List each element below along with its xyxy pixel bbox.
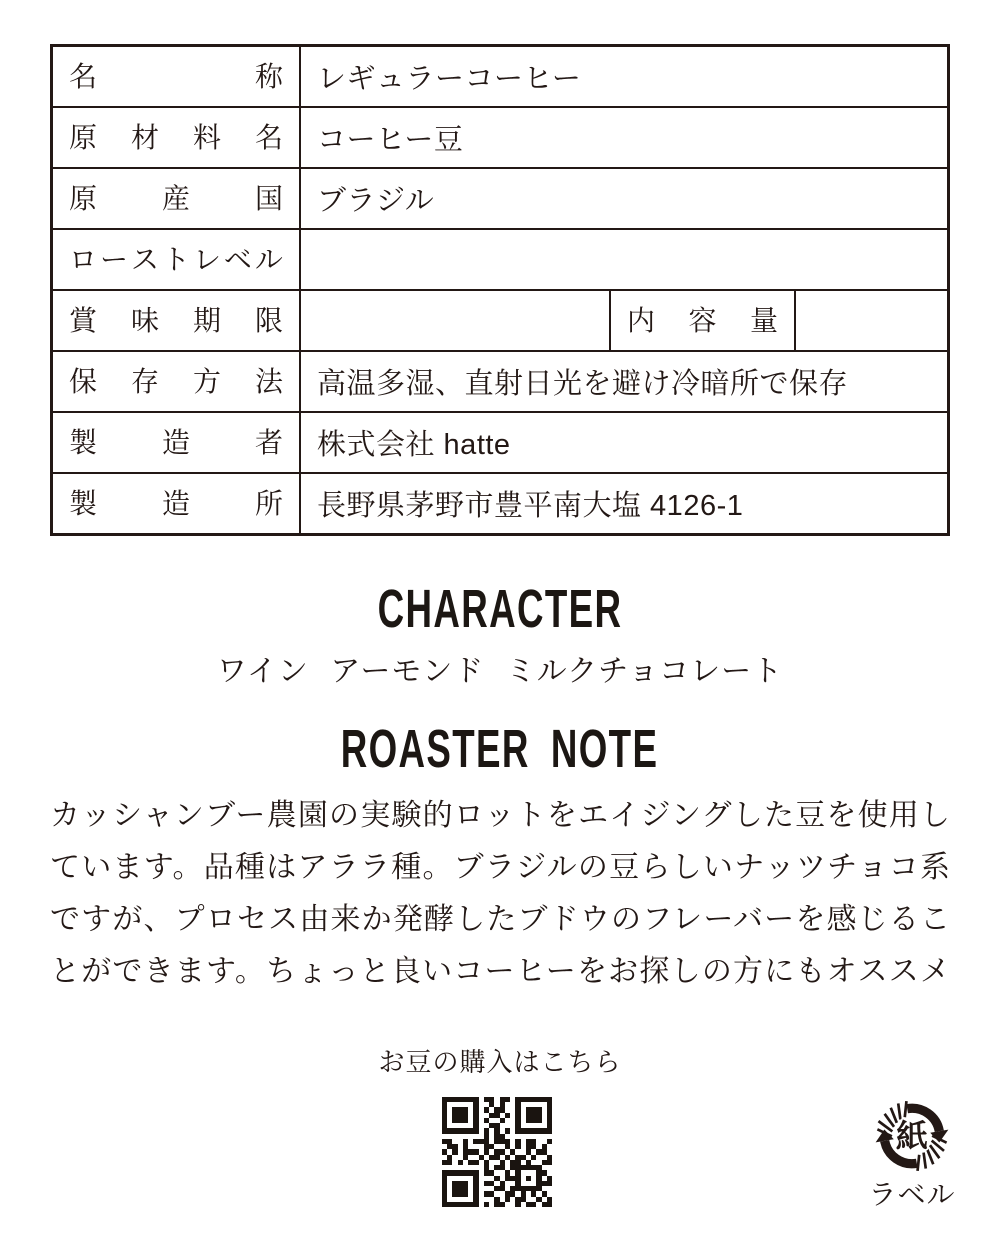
- recycle-material-kanji: 紙: [896, 1117, 928, 1154]
- spec-label: 製 造 所: [53, 474, 301, 533]
- roaster-note-title-text: ROASTER NOTE: [341, 719, 659, 779]
- spec-value: ブラジル: [317, 185, 435, 217]
- roaster-note-line: とができます。ちょっと良いコーヒーをお探しの方にもオススメ: [50, 955, 950, 988]
- spec-row: [53, 411, 947, 472]
- product-spec-table: [50, 44, 950, 536]
- spec-row: [53, 167, 947, 228]
- spec-value: コーヒー豆: [317, 124, 464, 156]
- spec-value: 高温多湿、直射日光を避け冷暗所で保存: [317, 368, 849, 400]
- roaster-note-line: ています。品種はアララ種。ブラジルの豆らしいナッツチョコ系: [50, 851, 950, 884]
- character-section-title: [0, 579, 1000, 639]
- spec-label: 保 存 方 法: [53, 352, 301, 411]
- spec-value: [301, 230, 947, 289]
- spec-row: [53, 228, 947, 289]
- roaster-note-line: カッシャンブー農園の実験的ロットをエイジングした豆を使用し: [50, 799, 950, 832]
- qr-code: [442, 1097, 552, 1207]
- spec-value: 長野県茅野市豊平南大塩 4126-1: [317, 490, 744, 522]
- spec-label: ロ ー ス ト レ ベ ル: [53, 230, 301, 289]
- roaster-note-paragraph: [50, 790, 950, 998]
- spec-label: 内 容 量: [611, 291, 796, 350]
- spec-value: 株式会社 hatte: [317, 429, 511, 461]
- spec-row: [53, 47, 947, 106]
- roaster-note-section-title: [0, 719, 1000, 779]
- character-title-text: CHARACTER: [377, 579, 623, 639]
- spec-label: 賞 味 期 限: [53, 291, 301, 350]
- spec-row: [53, 106, 947, 167]
- spec-value: [301, 291, 611, 350]
- spec-label: 原 産 国: [53, 169, 301, 228]
- purchase-caption: お豆の購入はこちら: [378, 1047, 622, 1077]
- spec-label: 名 称: [53, 47, 301, 106]
- spec-value: [796, 291, 947, 350]
- spec-value: レギュラーコーヒー: [317, 63, 582, 95]
- spec-row: [53, 289, 947, 350]
- spec-row: [53, 472, 947, 533]
- spec-row: [53, 350, 947, 411]
- character-notes: ワイン アーモンド ミルクチョコレート: [216, 655, 784, 688]
- recycle-target-label: ラベル: [868, 1179, 956, 1210]
- recycle-mark: [862, 1094, 962, 1212]
- spec-label: 原 材 料 名: [53, 108, 301, 167]
- spec-label: 製 造 者: [53, 413, 301, 472]
- paper-recycle-icon: [870, 1094, 954, 1178]
- roaster-note-line: ですが、プロセス由来か発酵したブドウのフレーバーを感じるこ: [50, 903, 950, 936]
